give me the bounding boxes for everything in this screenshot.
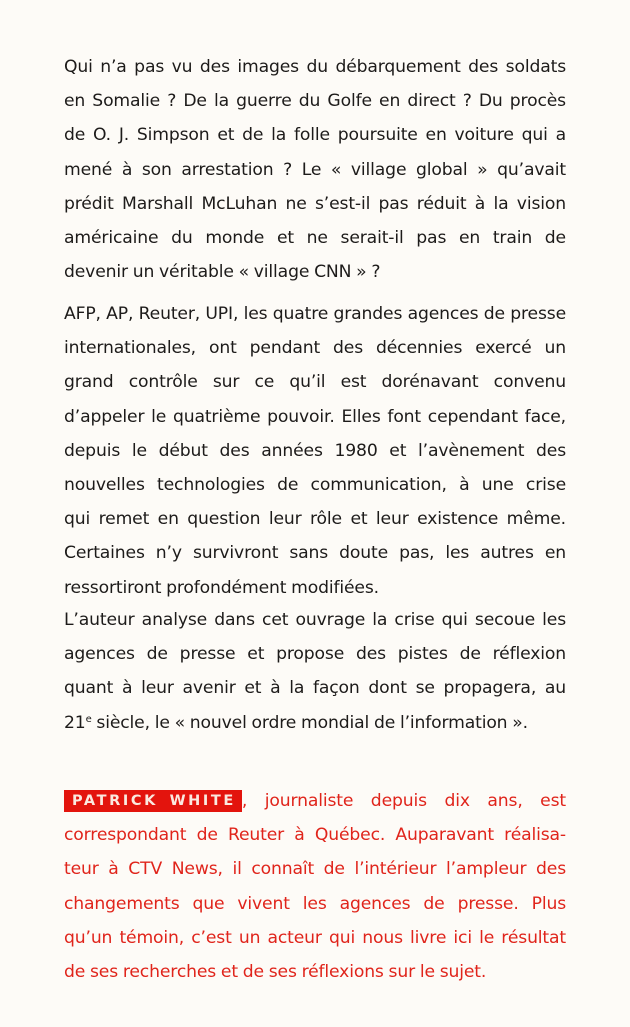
paragraph-intro <box>64 50 566 289</box>
text-line: nouvelles technologies de communication, à une crise <box>64 474 566 495</box>
author-bio <box>64 784 566 989</box>
ordinal-suffix: e <box>85 713 92 725</box>
text-line: grand contrôle sur ce qu’il est dorénavant convenu <box>64 372 566 393</box>
text-line-rest: , journaliste depuis dix ans, est <box>241 791 566 811</box>
century-number: 21 <box>64 712 86 733</box>
paragraph-agencies <box>64 297 566 605</box>
text-line <box>64 784 566 818</box>
text-line: mené à son arrestation ? Le « village global » qu’avait <box>64 159 566 180</box>
author-name-badge: PATRICK WHITE <box>64 790 242 812</box>
text-line: américaine du monde et ne serait-il pas en train de <box>64 227 566 248</box>
text-line: de O. J. Simpson et de la folle poursuite en voiture qui a <box>64 125 566 146</box>
text-line: Certaines n’y survivront sans doute pas, les autres en <box>64 543 566 564</box>
text-line: qu’un témoin, c’est un acteur qui nous livre ici le résultat <box>64 927 566 948</box>
text-line: ressortiront profondément modifiées. <box>64 577 379 598</box>
paragraph-analysis <box>64 603 566 740</box>
text-line: teur à CTV News, il connaît de l’intérieur l’ampleur des <box>64 859 566 880</box>
text-line: Qui n’a pas vu des images du débarquement des soldats <box>64 57 566 77</box>
text-line <box>64 706 566 740</box>
text-line: d’appeler le quatrième pouvoir. Elles font cependant face, <box>64 406 566 427</box>
text-line: L’auteur analyse dans cet ouvrage la crise qui secoue les <box>64 610 566 630</box>
text-line: prédit Marshall McLuhan ne s’est-il pas réduit à la vision <box>64 193 566 214</box>
text-line: AFP, AP, Reuter, UPI, les quatre grandes agences de presse <box>64 304 566 324</box>
text-line: changements que vivent les agences de presse. Plus <box>64 893 566 914</box>
text-line: agences de presse et propose des pistes de réflexion <box>64 644 566 665</box>
text-line: de ses recherches et de ses réflexions sur le sujet. <box>64 961 487 982</box>
text-line-rest: siècle, le « nouvel ordre mondial de l’information ». <box>91 712 528 733</box>
text-line: depuis le début des années 1980 et l’avènement des <box>64 440 566 461</box>
text-line: internationales, ont pendant des décennies exercé un <box>64 338 566 359</box>
text-line: devenir un véritable « village CNN » ? <box>64 262 381 283</box>
text-line: quant à leur avenir et à la façon dont se propagera, au <box>64 678 566 699</box>
text-line: en Somalie ? De la guerre du Golfe en direct ? Du procès <box>64 91 566 112</box>
text-line: correspondant de Reuter à Québec. Auparavant réalisa- <box>64 825 566 846</box>
text-line: qui remet en question leur rôle et leur existence même. <box>64 509 566 530</box>
